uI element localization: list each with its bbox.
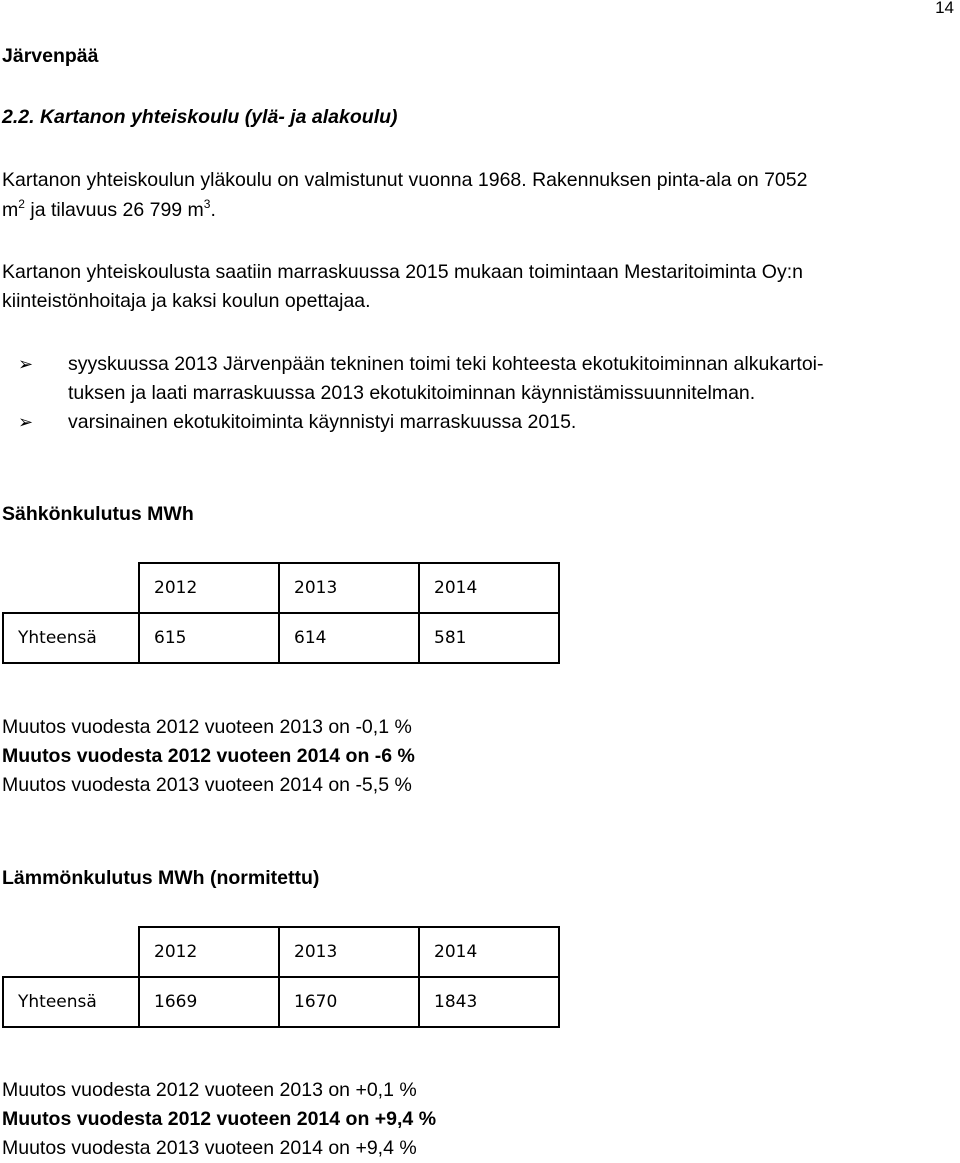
page-number: 14 (935, 0, 954, 17)
table-header-row (3, 927, 559, 977)
row-label-cell: Yhteensä (3, 613, 139, 663)
value-cell: 615 (139, 613, 279, 663)
table-header-cell: 2014 (419, 563, 559, 613)
heating-title: Lämmönkulutus MWh (normitettu) (2, 867, 320, 889)
table-corner-cell (3, 563, 139, 613)
paragraph2-line-1: Kartanon yhteiskoulusta saatiin marraskuussa 2015 mukaan toimintaan Mestaritoiminta Oy:n (2, 261, 803, 283)
table-header-cell: 2012 (139, 563, 279, 613)
intro-text-a: m (2, 199, 19, 221)
superscript-3: 3 (203, 196, 211, 211)
electricity-table (2, 562, 560, 664)
table-header-row (3, 563, 559, 613)
section-title: 2.2. Kartanon yhteiskoulu (ylä- ja alakoulu) (2, 106, 398, 128)
row-label-cell: Yhteensä (3, 977, 139, 1027)
bullet-list (0, 350, 960, 440)
heating-table (2, 926, 560, 1028)
arrow-bullet-icon: ➢ (18, 412, 34, 432)
intro-line-1: Kartanon yhteiskoulun yläkoulu on valmistunut vuonna 1968. Rakennuksen pinta-ala on 7052 (2, 169, 808, 191)
table-header-cell: 2013 (279, 927, 419, 977)
bullet-1-line-1: syyskuussa 2013 Järvenpään tekninen toimi teki kohteesta ekotukitoiminnan alkukartoi- (68, 353, 824, 375)
heating-change-2: Muutos vuodesta 2012 vuoteen 2014 on +9,4 % (2, 1108, 437, 1130)
table-header-cell: 2014 (419, 927, 559, 977)
intro-text-b: ja tilavuus 26 799 m (24, 199, 204, 221)
table-header-cell: 2012 (139, 927, 279, 977)
table-header-cell: 2013 (279, 563, 419, 613)
paragraph2-line-2: kiinteistönhoitaja ja kaksi koulun opettajaa. (2, 290, 371, 312)
intro-line-2 (2, 196, 216, 225)
city-heading: Järvenpää (2, 45, 99, 67)
bullet-1-line-2: tuksen ja laati marraskuussa 2013 ekotukitoiminnan käynnistämissuunnitelman. (68, 382, 756, 404)
value-cell: 1843 (419, 977, 559, 1027)
value-cell: 581 (419, 613, 559, 663)
table-row (3, 977, 559, 1027)
electricity-change-2: Muutos vuodesta 2012 vuoteen 2014 on -6 % (2, 745, 415, 767)
bullet-2-line-1: varsinainen ekotukitoiminta käynnistyi marraskuussa 2015. (68, 411, 577, 433)
heating-change-1: Muutos vuodesta 2012 vuoteen 2013 on +0,1 % (2, 1079, 417, 1101)
electricity-change-1: Muutos vuodesta 2012 vuoteen 2013 on -0,1 % (2, 716, 412, 738)
superscript-2: 2 (18, 196, 25, 211)
value-cell: 614 (279, 613, 419, 663)
electricity-title: Sähkönkulutus MWh (2, 503, 194, 525)
value-cell: 1670 (279, 977, 419, 1027)
electricity-change-3: Muutos vuodesta 2013 vuoteen 2014 on -5,5 % (2, 774, 412, 796)
table-corner-cell (3, 927, 139, 977)
heating-change-3: Muutos vuodesta 2013 vuoteen 2014 on +9,4 % (2, 1137, 417, 1159)
table-row (3, 613, 559, 663)
value-cell: 1669 (139, 977, 279, 1027)
intro-text-c: . (210, 199, 216, 221)
arrow-bullet-icon: ➢ (18, 354, 34, 374)
